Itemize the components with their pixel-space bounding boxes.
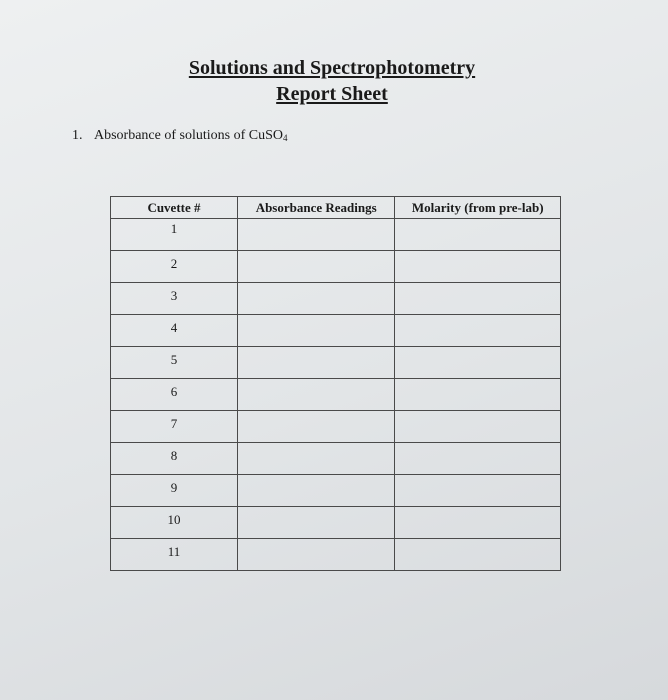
table-row	[111, 475, 561, 507]
cuvette-cell	[111, 507, 238, 539]
cuvette-cell	[111, 283, 238, 315]
table-row	[111, 347, 561, 379]
cuvette-number: 7	[170, 416, 178, 431]
cuvette-number: 10	[167, 512, 181, 527]
table-row	[111, 411, 561, 443]
table-row	[111, 315, 561, 347]
molarity-cell[interactable]	[395, 219, 561, 251]
question-subscript: 4	[283, 133, 288, 143]
cuvette-cell	[111, 539, 238, 571]
absorbance-table	[110, 196, 561, 571]
molarity-cell[interactable]	[395, 283, 561, 315]
cuvette-number: 2	[170, 256, 178, 271]
cuvette-cell	[111, 443, 238, 475]
absorbance-cell[interactable]	[237, 219, 394, 251]
question-number: 1.	[72, 128, 83, 143]
absorbance-cell[interactable]	[237, 539, 394, 571]
cuvette-cell	[111, 475, 238, 507]
header-molarity: Molarity (from pre-lab)	[395, 197, 561, 219]
molarity-cell[interactable]	[395, 379, 561, 411]
molarity-cell[interactable]	[395, 251, 561, 283]
absorbance-cell[interactable]	[237, 347, 394, 379]
cuvette-number: 5	[170, 352, 178, 367]
molarity-cell[interactable]	[395, 347, 561, 379]
table-row	[111, 251, 561, 283]
molarity-cell[interactable]	[395, 411, 561, 443]
cuvette-cell	[111, 315, 238, 347]
cuvette-cell	[111, 411, 238, 443]
table-row	[111, 507, 561, 539]
molarity-cell[interactable]	[395, 507, 561, 539]
cuvette-number: 3	[170, 288, 178, 303]
molarity-cell[interactable]	[395, 315, 561, 347]
document-title-text: Solutions and Spectrophotometry	[188, 57, 476, 79]
table-row	[111, 443, 561, 475]
absorbance-cell[interactable]	[237, 379, 394, 411]
absorbance-cell[interactable]	[237, 283, 394, 315]
molarity-cell[interactable]	[395, 539, 561, 571]
document-title	[0, 56, 666, 80]
document-subtitle	[0, 82, 666, 106]
cuvette-number: 11	[167, 544, 181, 559]
absorbance-cell[interactable]	[237, 411, 394, 443]
cuvette-cell	[111, 347, 238, 379]
cuvette-number: 4	[170, 320, 178, 335]
cuvette-cell	[111, 379, 238, 411]
cuvette-cell	[111, 219, 238, 251]
cuvette-number: 6	[170, 384, 178, 399]
cuvette-number: 1	[170, 221, 178, 236]
cuvette-cell	[111, 251, 238, 283]
absorbance-cell[interactable]	[237, 507, 394, 539]
header-absorbance: Absorbance Readings	[237, 197, 394, 219]
document-subtitle-text: Report Sheet	[276, 83, 388, 105]
molarity-cell[interactable]	[395, 443, 561, 475]
absorbance-cell[interactable]	[237, 443, 394, 475]
table-row	[111, 539, 561, 571]
cuvette-number: 9	[170, 480, 178, 495]
table-row	[111, 379, 561, 411]
question-text: Absorbance of solutions of CuSO	[94, 128, 283, 143]
header-cuvette: Cuvette #	[111, 197, 238, 219]
molarity-cell[interactable]	[395, 475, 561, 507]
absorbance-cell[interactable]	[237, 251, 394, 283]
absorbance-cell[interactable]	[237, 475, 394, 507]
cuvette-number: 8	[170, 448, 178, 463]
table-row	[111, 283, 561, 315]
absorbance-cell[interactable]	[237, 315, 394, 347]
table-row	[111, 219, 561, 251]
question-1	[72, 127, 288, 147]
table-header-row	[111, 197, 561, 219]
